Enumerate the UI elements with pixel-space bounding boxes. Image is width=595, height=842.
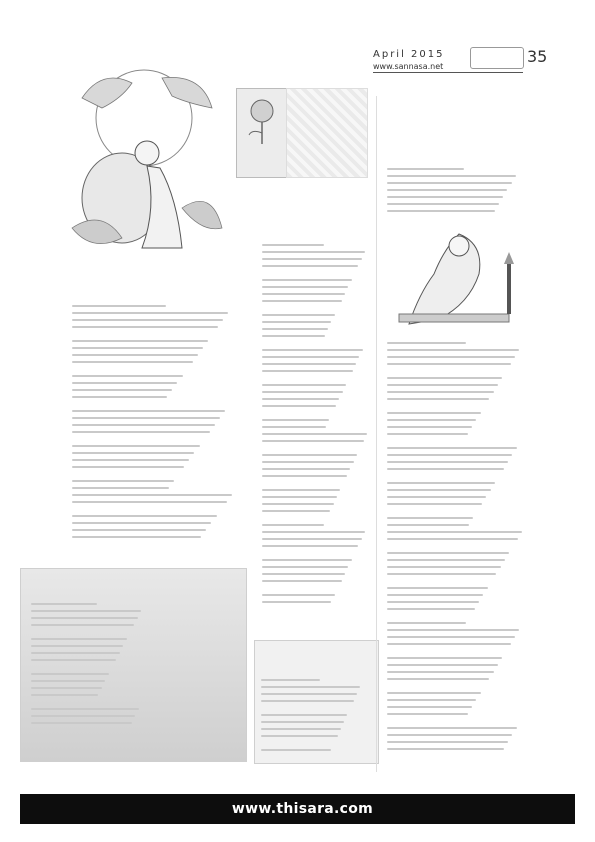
text-line [31, 694, 98, 696]
text-line [262, 454, 357, 456]
text-line [262, 531, 365, 533]
text-line [387, 426, 472, 428]
text-line [387, 741, 508, 743]
text-line [262, 286, 348, 288]
text-line [31, 624, 134, 626]
footer-url[interactable]: www.thisara.com [231, 801, 374, 817]
text-line [31, 722, 132, 724]
text-line [387, 748, 504, 750]
text-line [262, 573, 345, 575]
text-line [72, 319, 223, 321]
text-line [72, 347, 203, 349]
text-line [72, 305, 166, 307]
poem-box-middle-bottom [254, 640, 379, 764]
poem-body-left-bottom [31, 603, 151, 728]
text-line [262, 293, 345, 295]
text-line [262, 251, 365, 253]
text-line [387, 692, 481, 694]
text-line [387, 587, 488, 589]
text-line [262, 601, 331, 603]
text-line [262, 461, 354, 463]
text-line [72, 536, 201, 538]
header-url: www.sannasa.net [373, 62, 444, 71]
footer-banner [20, 794, 575, 824]
text-line [262, 370, 353, 372]
text-line [262, 524, 324, 526]
text-line [387, 489, 491, 491]
text-line [262, 566, 348, 568]
text-line [387, 189, 507, 191]
text-line [72, 501, 227, 503]
text-line [262, 391, 343, 393]
text-line [262, 328, 328, 330]
writer-illustration [389, 224, 529, 336]
poem-body-middle-top [262, 244, 377, 624]
poem-intro-body [387, 168, 529, 218]
text-line [387, 601, 479, 603]
text-line [387, 503, 482, 505]
text-line [72, 375, 183, 377]
text-line [387, 552, 509, 554]
text-line [72, 354, 198, 356]
text-line [387, 706, 472, 708]
woman-with-pot-illustration [62, 58, 226, 258]
text-line [262, 321, 331, 323]
poem-box-left-bottom [20, 568, 247, 762]
text-line [387, 664, 498, 666]
issue-month: April 2015 [373, 49, 445, 60]
text-line [387, 594, 483, 596]
text-line [72, 361, 193, 363]
text-line [387, 210, 495, 212]
text-line [387, 727, 517, 729]
header-divider [373, 72, 523, 73]
text-line [387, 482, 495, 484]
text-line [387, 384, 498, 386]
text-line [262, 433, 367, 435]
text-line [262, 545, 358, 547]
rose-icon [237, 89, 287, 149]
text-line [262, 349, 363, 351]
text-line [387, 433, 468, 435]
right-column [376, 96, 535, 772]
text-line [387, 168, 464, 170]
text-line [387, 203, 499, 205]
text-line [387, 636, 515, 638]
text-line [387, 643, 511, 645]
text-line [262, 335, 325, 337]
text-line [262, 300, 342, 302]
text-line [262, 489, 340, 491]
text-line [387, 671, 494, 673]
text-line [262, 496, 337, 498]
text-line [72, 459, 189, 461]
text-line [261, 735, 338, 737]
text-line [31, 645, 123, 647]
text-line [31, 652, 120, 654]
text-line [387, 699, 476, 701]
text-line [31, 673, 109, 675]
text-line [261, 728, 341, 730]
text-line [261, 679, 320, 681]
text-line [387, 398, 489, 400]
text-line [31, 715, 135, 717]
text-line [387, 559, 505, 561]
text-line [261, 686, 360, 688]
text-line [31, 708, 139, 710]
text-line [31, 680, 105, 682]
text-line [72, 494, 232, 496]
text-line [31, 603, 97, 605]
text-line [262, 468, 350, 470]
text-line [72, 431, 210, 433]
text-line [72, 382, 177, 384]
text-line [387, 461, 508, 463]
text-line [387, 454, 512, 456]
text-line [72, 424, 215, 426]
text-line [387, 629, 519, 631]
text-line [387, 412, 481, 414]
text-line [387, 713, 468, 715]
text-line [387, 524, 469, 526]
text-line [31, 610, 141, 612]
text-line [262, 475, 347, 477]
text-line [262, 405, 336, 407]
page-number: 35 [527, 47, 548, 66]
text-line [261, 721, 344, 723]
poem-body-middle-bottom [261, 679, 371, 759]
text-line [261, 749, 331, 751]
text-line [387, 517, 473, 519]
text-line [262, 510, 330, 512]
text-line [72, 389, 172, 391]
text-line [262, 398, 339, 400]
text-line [262, 419, 329, 421]
text-line [387, 657, 502, 659]
text-line [31, 638, 127, 640]
section-logo-pattern [286, 88, 368, 178]
text-line [387, 349, 519, 351]
text-line [261, 700, 354, 702]
text-line [31, 659, 116, 661]
text-line [387, 182, 512, 184]
text-line [387, 468, 504, 470]
text-line [72, 312, 228, 314]
text-line [72, 522, 211, 524]
text-line [72, 529, 206, 531]
text-line [387, 363, 511, 365]
text-line [72, 396, 167, 398]
text-line [387, 538, 518, 540]
text-line [387, 419, 476, 421]
text-line [387, 377, 502, 379]
text-line [387, 573, 496, 575]
text-line [387, 391, 494, 393]
text-line [387, 531, 522, 533]
text-line [261, 714, 347, 716]
text-line [387, 566, 501, 568]
text-line [262, 279, 352, 281]
text-line [387, 496, 486, 498]
text-line [31, 687, 102, 689]
text-line [261, 693, 357, 695]
text-line [72, 326, 218, 328]
section-logo [236, 88, 288, 178]
text-line [72, 445, 200, 447]
text-line [387, 342, 466, 344]
text-line [262, 594, 335, 596]
text-line [72, 480, 174, 482]
text-line [262, 356, 359, 358]
text-line [262, 258, 362, 260]
text-line [72, 487, 169, 489]
text-line [262, 244, 324, 246]
text-line [262, 538, 362, 540]
magazine-logo [470, 47, 524, 69]
text-line [262, 363, 356, 365]
text-line [387, 175, 516, 177]
text-line [262, 503, 334, 505]
text-line [262, 580, 342, 582]
text-line [387, 678, 489, 680]
text-line [262, 426, 326, 428]
text-line [387, 608, 475, 610]
left-illustration [62, 58, 226, 258]
text-line [262, 559, 352, 561]
text-line [72, 452, 194, 454]
text-line [262, 384, 346, 386]
text-line [72, 466, 184, 468]
poem-body-right [387, 342, 533, 762]
poem-body-left-top [72, 305, 250, 545]
text-line [262, 314, 335, 316]
text-line [387, 622, 466, 624]
text-line [387, 447, 517, 449]
text-line [72, 515, 217, 517]
text-line [387, 196, 503, 198]
text-line [387, 734, 512, 736]
text-line [262, 440, 364, 442]
text-line [72, 417, 220, 419]
text-line [72, 340, 208, 342]
text-line [262, 265, 358, 267]
text-line [387, 356, 515, 358]
text-line [31, 617, 138, 619]
text-line [72, 410, 225, 412]
